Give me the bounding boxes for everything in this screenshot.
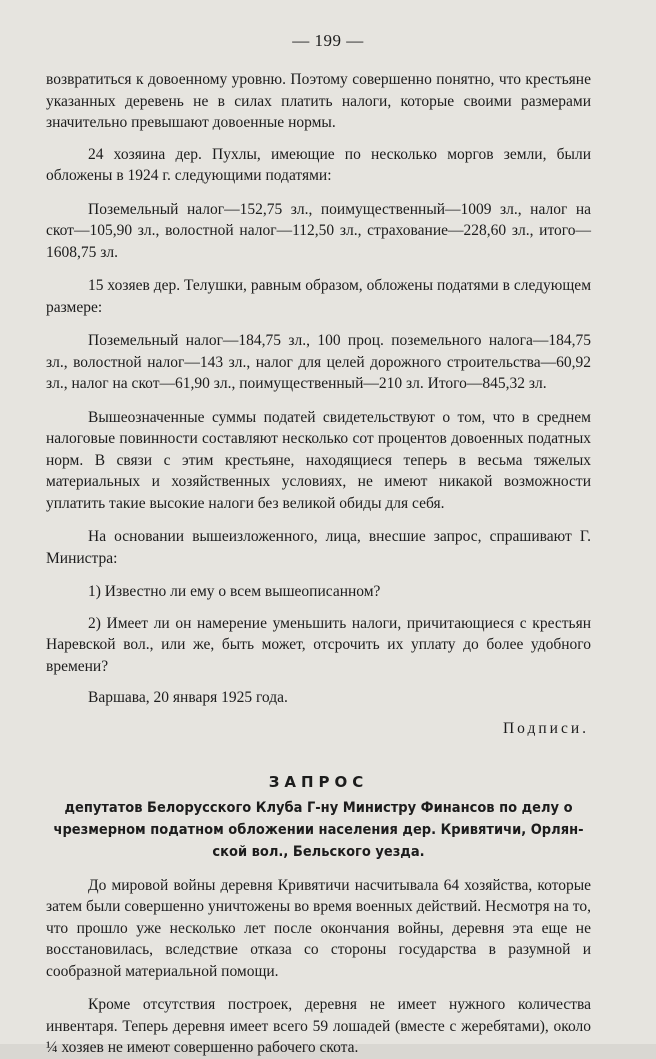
signature: Подписи. xyxy=(502,719,589,737)
section-subtitle xyxy=(46,797,591,863)
paragraph-summary: Вышеозначенные суммы податей свидетельствуют о том, что в среднем налоговые повинности составляют несколько сот процентов довоенных податных норм. В связи с этим крестьяне, находящиеся теперь в весьма тяжелых материальных и хозяйственных условиях, не имеют никакой возможности уплатить такие высокие налоги без великой обиды для себя. xyxy=(46,408,591,512)
paragraph-inventory: Кроме отсутствия построек, деревня не имеет нужного количества инвентаря. Теперь деревня имеет всего 59 лошадей (вместе с жеребятами), около ¼ хозяев не имеют совершенно рабочего скота. xyxy=(46,996,591,1056)
paragraph-telushki-taxes: Поземельный налог—184,75 зл., 100 проц. поземельного налога—184,75 зл., волостной налог—143 зл., налог для целей дорожного строительства—60,92 зл., налог на скот—61,90 зл., поимущественный—210 зл. Итого—845,32 зл. xyxy=(46,332,591,392)
question-1: 1) Известно ли ему о всем вышеописанном? xyxy=(88,583,381,600)
date-line: Варшава, 20 января 1925 года. xyxy=(88,689,288,706)
paragraph-continuation: возвратиться к довоенному уровню. Поэтому совершенно понятно, что крестьяне указанных деревень не в силах платить налоги, которые своими размерами значительно превышают довоенные нормы. xyxy=(46,71,591,131)
section-subtitle-line: чрезмерном податном обложении населения дер. Кривятичи, Орлян- xyxy=(53,821,584,838)
page-number: — 199 — xyxy=(292,31,364,50)
paragraph-krivyatichi: До мировой войны деревня Кривятичи насчитывала 64 хозяйства, которые затем были совершенно уничтожены во время военных действий. Несмотря на то, что прошло уже несколько лет после окончания войны, деревня эта еще не восстановилась, вследствие отказа со стороны государства в разумной и сообразной материальной помощи. xyxy=(46,876,591,980)
paragraph-pukhly: 24 хозяина дер. Пухлы, имеющие по несколько моргов земли, были обложены в 1924 г. следующими податями: xyxy=(46,145,591,184)
section-subtitle-line: ской вол., Бельского уезда. xyxy=(212,843,425,860)
paragraph-pukhly-taxes: Поземельный налог—152,75 зл., поимущественный—1009 зл., налог на скот—105,90 зл., волостной налог—112,50 зл., страхование—228,60 зл., итого—1608,75 зл. xyxy=(46,200,591,261)
paragraph-telushki: 15 хозяев дер. Телушки, равным образом, обложены податями в следующем размере: xyxy=(46,277,591,316)
paragraph-request: На основании вышеизложенного, лица, внесшие запрос, спрашивают Г. Министра: xyxy=(46,528,591,567)
question-2: 2) Имеет ли он намерение уменьшить налоги, причитающиеся с крестьян Наревской вол., или же, быть может, отсрочить их уплату до более удобного времени? xyxy=(46,614,591,675)
section-subtitle-line: депутатов Белорусского Клуба Г-ну Министру Финансов по делу о xyxy=(64,799,573,816)
section-title: ЗАПРОС xyxy=(268,773,369,791)
body-text xyxy=(46,69,591,1059)
